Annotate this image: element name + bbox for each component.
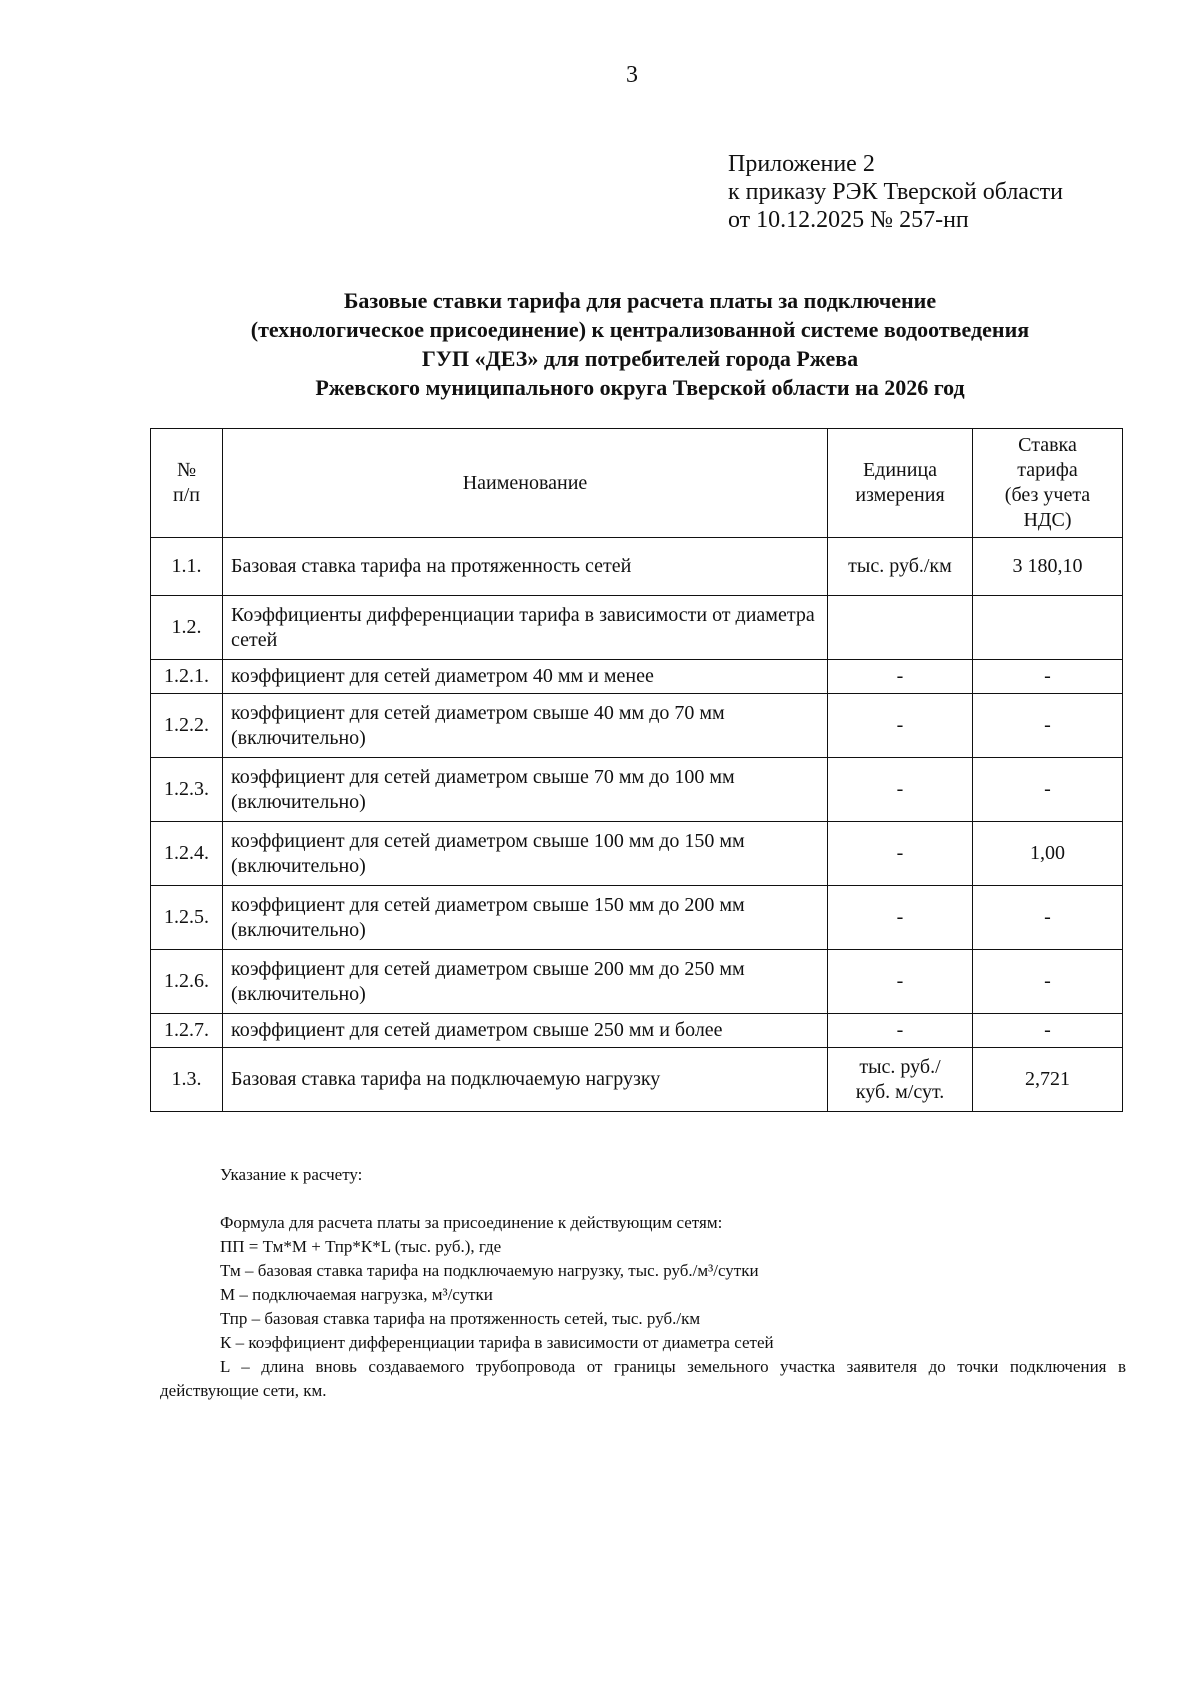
formula: ПП = Тм*М + Тпр*К*L (тыс. руб.), где <box>220 1237 502 1256</box>
legend-l: L – длина вновь создаваемого трубопровода от границы земельного участка заявителя до точки подключения в действующие сети, км. <box>160 1357 1126 1400</box>
row-name: коэффициент для сетей диаметром свыше 250 мм и более <box>223 1014 828 1048</box>
row-value: 2,721 <box>973 1048 1123 1112</box>
title-line: Ржевского муниципального округа Тверской области на 2026 год <box>315 375 965 400</box>
tariff-table <box>150 428 1123 1112</box>
row-unit: - <box>828 758 973 822</box>
row-num: 1.2.4. <box>151 822 223 886</box>
row-name: коэффициент для сетей диаметром свыше 150 мм до 200 мм (включительно) <box>223 886 828 950</box>
legend-m: М – подключаемая нагрузка, м³/сутки <box>220 1285 493 1304</box>
appendix-line: к приказу РЭК Тверской области <box>728 179 1063 205</box>
table-row <box>151 886 1123 950</box>
row-value: 3 180,10 <box>973 538 1123 596</box>
table-row <box>151 538 1123 596</box>
table-row <box>151 1014 1123 1048</box>
row-value <box>973 596 1123 660</box>
row-value: - <box>973 886 1123 950</box>
row-num: 1.1. <box>151 538 223 596</box>
row-num: 1.2.5. <box>151 886 223 950</box>
legend-tm: Тм – базовая ставка тарифа на подключаемую нагрузку, тыс. руб./м³/сутки <box>220 1261 759 1280</box>
row-unit: - <box>828 660 973 694</box>
table-header-row <box>151 429 1123 538</box>
appendix-line: от 10.12.2025 № 257-нп <box>728 207 969 233</box>
row-num: 1.3. <box>151 1048 223 1112</box>
title-line: ГУП «ДЕЗ» для потребителей города Ржева <box>421 346 859 371</box>
page-number: 3 <box>626 62 638 88</box>
document-title <box>152 286 1128 402</box>
row-num: 1.2. <box>151 596 223 660</box>
row-unit: - <box>828 950 973 1014</box>
row-num: 1.2.7. <box>151 1014 223 1048</box>
row-unit: - <box>828 822 973 886</box>
appendix-block <box>728 150 1063 234</box>
table-row <box>151 950 1123 1014</box>
row-name: коэффициент для сетей диаметром свыше 70 мм до 100 мм (включительно) <box>223 758 828 822</box>
row-num: 1.2.3. <box>151 758 223 822</box>
notes-heading: Указание к расчету: <box>220 1165 363 1184</box>
row-num: 1.2.1. <box>151 660 223 694</box>
row-unit <box>828 596 973 660</box>
row-name: Базовая ставка тарифа на подключаемую нагрузку <box>223 1048 828 1112</box>
row-name: коэффициент для сетей диаметром свыше 200 мм до 250 мм (включительно) <box>223 950 828 1014</box>
row-num: 1.2.6. <box>151 950 223 1014</box>
formula-intro: Формула для расчета платы за присоединение к действующим сетям: <box>220 1213 723 1232</box>
table-row <box>151 596 1123 660</box>
table-row <box>151 758 1123 822</box>
table-row <box>151 1048 1123 1112</box>
title-line: Базовые ставки тарифа для расчета платы за подключение <box>343 288 937 313</box>
header-unit: Единица измерения <box>828 429 973 538</box>
row-name: коэффициент для сетей диаметром свыше 100 мм до 150 мм (включительно) <box>223 822 828 886</box>
header-rate: Ставка тарифа (без учета НДС) <box>973 429 1123 538</box>
title-line: (технологическое присоединение) к централизованной системе водоотведения <box>250 317 1030 342</box>
row-unit: тыс. руб./км <box>828 538 973 596</box>
row-value: 1,00 <box>973 822 1123 886</box>
row-unit: тыс. руб./ куб. м/сут. <box>828 1048 973 1112</box>
row-value: - <box>973 694 1123 758</box>
row-name: Базовая ставка тарифа на протяженность сетей <box>223 538 828 596</box>
header-num: № п/п <box>151 429 223 538</box>
table-row <box>151 822 1123 886</box>
row-num: 1.2.2. <box>151 694 223 758</box>
row-value: - <box>973 950 1123 1014</box>
calculation-notes <box>160 1163 1126 1403</box>
row-value: - <box>973 1014 1123 1048</box>
legend-tpr: Тпр – базовая ставка тарифа на протяженность сетей, тыс. руб./км <box>220 1309 701 1328</box>
header-name: Наименование <box>223 429 828 538</box>
row-value: - <box>973 660 1123 694</box>
row-name: коэффициент для сетей диаметром 40 мм и менее <box>223 660 828 694</box>
row-value: - <box>973 758 1123 822</box>
table-row <box>151 660 1123 694</box>
row-unit: - <box>828 886 973 950</box>
row-name: Коэффициенты дифференциации тарифа в зависимости от диаметра сетей <box>223 596 828 660</box>
row-name: коэффициент для сетей диаметром свыше 40 мм до 70 мм (включительно) <box>223 694 828 758</box>
row-unit: - <box>828 694 973 758</box>
appendix-line: Приложение 2 <box>728 151 875 177</box>
legend-k: К – коэффициент дифференциации тарифа в зависимости от диаметра сетей <box>220 1333 774 1352</box>
row-unit: - <box>828 1014 973 1048</box>
table-row <box>151 694 1123 758</box>
